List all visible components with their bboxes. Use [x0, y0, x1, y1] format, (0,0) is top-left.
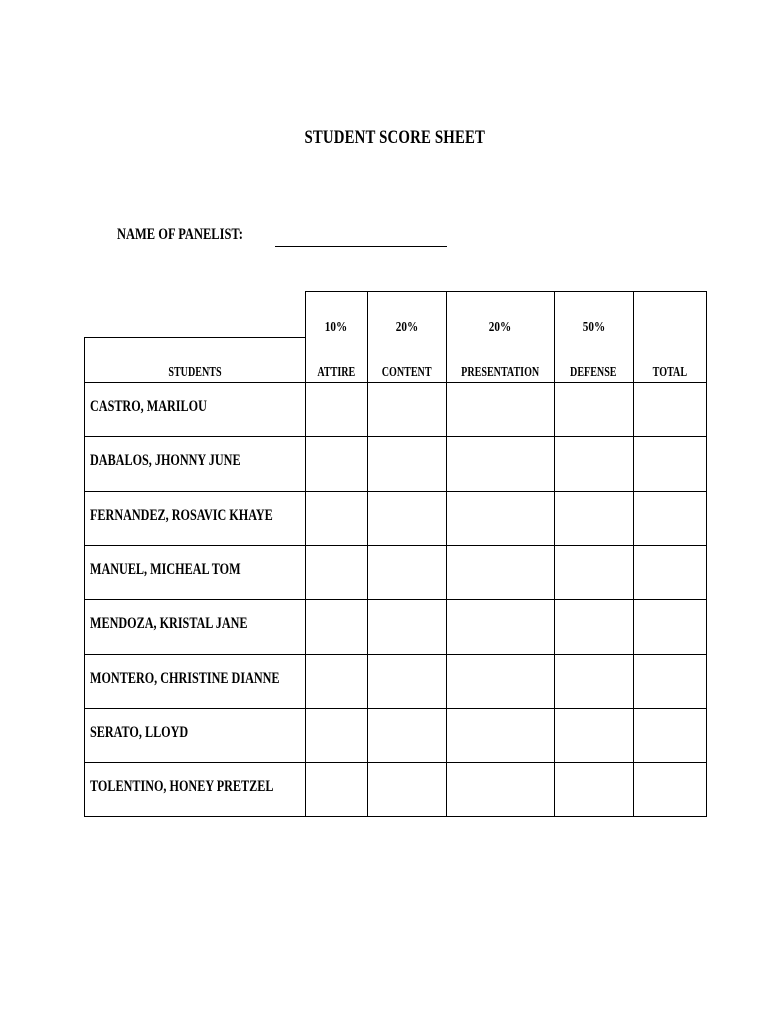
score-cell-total[interactable]	[634, 492, 706, 545]
score-cell-presentation[interactable]	[447, 763, 554, 816]
score-cell-content[interactable]	[368, 546, 446, 599]
attire-column-header	[305, 363, 367, 381]
score-cell-total[interactable]	[634, 763, 706, 816]
score-cell-defense[interactable]	[555, 763, 633, 816]
students-column-header	[84, 363, 305, 381]
score-cell-attire[interactable]	[306, 709, 367, 762]
score-cell-presentation[interactable]	[447, 492, 554, 545]
score-cell-total[interactable]	[634, 437, 706, 490]
score-cell-content[interactable]	[368, 437, 446, 490]
score-cell-defense[interactable]	[555, 492, 633, 545]
score-cell-defense[interactable]	[555, 655, 633, 708]
panelist-label	[117, 226, 278, 244]
student-name-text: SERATO, LLOYD	[90, 724, 189, 741]
attire-weight	[305, 318, 367, 336]
presentation-weight	[446, 318, 554, 336]
score-cell-content[interactable]	[368, 763, 446, 816]
score-cell-attire[interactable]	[306, 600, 367, 653]
presentation-column-header-label: PRESENTATION	[461, 365, 540, 380]
score-cell-defense[interactable]	[555, 709, 633, 762]
student-name	[90, 398, 244, 416]
student-name	[90, 507, 331, 525]
score-cell-presentation[interactable]	[447, 383, 554, 436]
defense-column-header	[554, 363, 633, 381]
student-name	[90, 561, 288, 579]
content-column-header	[367, 363, 446, 381]
score-cell-content[interactable]	[368, 655, 446, 708]
students-header-top-border	[84, 337, 306, 338]
student-name-text: MANUEL, MICHEAL TOM	[90, 561, 241, 578]
student-name	[90, 670, 339, 688]
score-cell-total[interactable]	[634, 709, 706, 762]
student-name	[90, 724, 219, 742]
score-cell-total[interactable]	[634, 546, 706, 599]
score-cell-defense[interactable]	[555, 600, 633, 653]
score-cell-attire[interactable]	[306, 383, 367, 436]
content-column-header-label: CONTENT	[381, 365, 432, 380]
defense-weight-text: 50%	[582, 320, 605, 335]
table-border-bottom	[84, 816, 707, 817]
page-title	[0, 127, 768, 149]
score-cell-content[interactable]	[368, 383, 446, 436]
student-name	[90, 778, 331, 796]
score-cell-content[interactable]	[368, 492, 446, 545]
student-name	[90, 615, 297, 633]
page-title-text: STUDENT SCORE SHEET	[304, 127, 486, 148]
total-column-header	[633, 363, 706, 381]
defense-weight	[554, 318, 633, 336]
score-cell-presentation[interactable]	[447, 655, 554, 708]
score-cell-presentation[interactable]	[447, 437, 554, 490]
student-name-text: MONTERO, CHRISTINE DIANNE	[90, 670, 280, 687]
score-cell-attire[interactable]	[306, 437, 367, 490]
score-cell-presentation[interactable]	[447, 600, 554, 653]
attire-column-header-label: ATTIRE	[317, 365, 355, 380]
presentation-column-header	[446, 363, 554, 381]
score-cell-attire[interactable]	[306, 546, 367, 599]
score-cell-defense[interactable]	[555, 437, 633, 490]
student-name-text: MENDOZA, KRISTAL JANE	[90, 615, 248, 632]
score-cell-total[interactable]	[634, 655, 706, 708]
student-name	[90, 452, 288, 470]
table-border-right	[706, 291, 707, 817]
student-name-text: FERNANDEZ, ROSAVIC KHAYE	[90, 507, 273, 524]
score-cell-total[interactable]	[634, 600, 706, 653]
table-border-top	[305, 291, 707, 292]
presentation-weight-text: 20%	[488, 320, 512, 335]
score-cell-defense[interactable]	[555, 383, 633, 436]
score-cell-defense[interactable]	[555, 546, 633, 599]
total-column-header-label: TOTAL	[652, 365, 687, 380]
table-border-left	[84, 337, 85, 817]
defense-column-header-label: DEFENSE	[570, 365, 617, 380]
score-cell-content[interactable]	[368, 709, 446, 762]
score-cell-presentation[interactable]	[447, 709, 554, 762]
score-cell-attire[interactable]	[306, 763, 367, 816]
attire-weight-text: 10%	[324, 320, 348, 335]
student-name-text: CASTRO, MARILOU	[90, 398, 207, 415]
content-weight	[367, 318, 446, 336]
score-cell-content[interactable]	[368, 600, 446, 653]
score-cell-attire[interactable]	[306, 492, 367, 545]
students-column-header-label: STUDENTS	[167, 365, 222, 380]
score-cell-total[interactable]	[634, 383, 706, 436]
panelist-name-field[interactable]	[275, 246, 447, 247]
student-name-text: DABALOS, JHONNY JUNE	[90, 452, 241, 469]
panelist-label-text: NAME OF PANELIST:	[117, 226, 243, 243]
student-name-text: TOLENTINO, HONEY PRETZEL	[90, 778, 274, 795]
content-weight-text: 20%	[395, 320, 418, 335]
score-cell-attire[interactable]	[306, 655, 367, 708]
score-cell-presentation[interactable]	[447, 546, 554, 599]
